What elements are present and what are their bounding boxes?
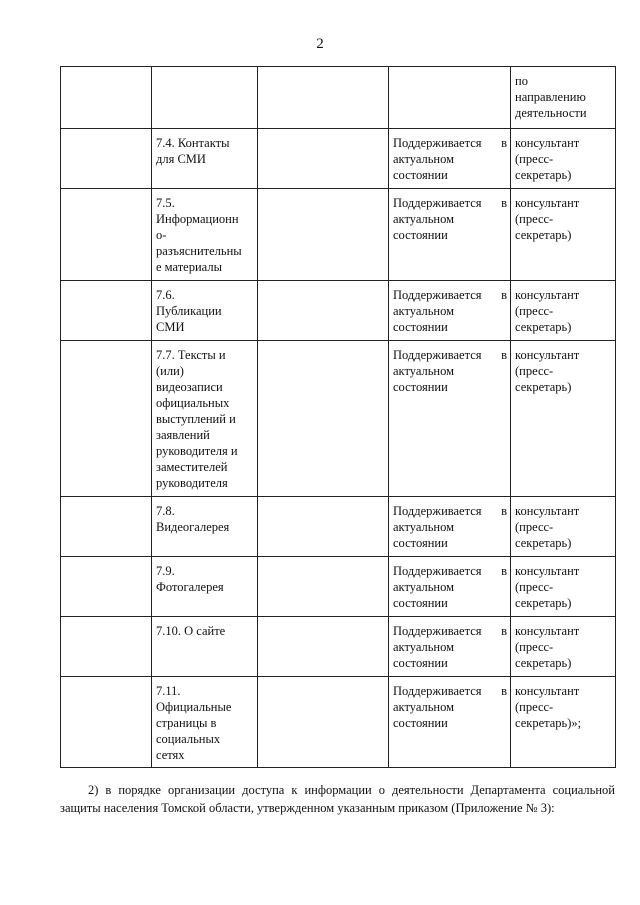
table-row [61,497,616,557]
table-cell-blank [61,617,152,677]
table-cell-blank [258,677,389,768]
table-cell-item: 7.11. Официальные страницы в социальных сетях [152,677,258,768]
table-cell-blank [61,189,152,281]
table-cell-status: Поддерживается в актуальном состоянии [389,129,511,189]
table-cell-responsible: консультант (пресс- секретарь) [511,281,616,341]
table-cell-blank [258,617,389,677]
table-cell-blank [258,557,389,617]
table-cell-item: 7.10. О сайте [152,617,258,677]
table-cell-status: Поддерживается в актуальном состоянии [389,281,511,341]
table-cell-blank [258,497,389,557]
table-cell-item: 7.4. Контакты для СМИ [152,129,258,189]
table-cell-item: 7.9. Фотогалерея [152,557,258,617]
table-row [61,341,616,497]
page-number: 2 [316,36,324,52]
table-row [61,189,616,281]
table-row [61,617,616,677]
table-cell-status: Поддерживается в актуальном состоянии [389,497,511,557]
table-row [61,129,616,189]
table-cell-status: Поддерживается в актуальном состоянии [389,557,511,617]
table-cell-responsible: консультант (пресс- секретарь) [511,129,616,189]
table-cell-item [152,67,258,129]
table-cell-blank [61,129,152,189]
table-row [61,677,616,768]
table-cell-blank [258,281,389,341]
paragraph-text: 2) в порядке организации доступа к информации о деятельности Департамента социальной защиты населения Томской области, утвержденном указанным приказом (Приложение № 3): [60,783,615,815]
table-cell-blank [61,67,152,129]
table-cell-item: 7.7. Тексты и (или) видеозаписи официальных выступлений и заявлений руководителя и заместителей руководителя [152,341,258,497]
table-cell-blank [61,557,152,617]
table-cell-blank [258,129,389,189]
table-cell-responsible: по направлению деятельности [511,67,616,129]
table-cell-status: Поддерживается в актуальном состоянии [389,617,511,677]
table-cell-blank [61,677,152,768]
table-cell-status: Поддерживается в актуальном состоянии [389,189,511,281]
table-row [61,557,616,617]
table-cell-responsible: консультант (пресс- секретарь) [511,189,616,281]
table-cell-status: Поддерживается в актуальном состоянии [389,341,511,497]
table-cell-responsible: консультант (пресс- секретарь) [511,497,616,557]
table-cell-blank [258,67,389,129]
table-cell-item: 7.6. Публикации СМИ [152,281,258,341]
table-cell-item: 7.5. Информационн о- разъяснительны е материалы [152,189,258,281]
table-cell-responsible: консультант (пресс- секретарь)»; [511,677,616,768]
info-table [60,66,616,768]
table-cell-status [389,67,511,129]
table-cell-blank [258,341,389,497]
table-cell-blank [61,497,152,557]
table-cell-item: 7.8. Видеогалерея [152,497,258,557]
body-paragraph [60,781,615,817]
table-cell-responsible: консультант (пресс- секретарь) [511,341,616,497]
table-cell-responsible: консультант (пресс- секретарь) [511,617,616,677]
table-row [61,281,616,341]
table-row [61,67,616,129]
table-cell-blank [258,189,389,281]
table-cell-blank [61,341,152,497]
table-cell-responsible: консультант (пресс- секретарь) [511,557,616,617]
table-cell-blank [61,281,152,341]
table-cell-status: Поддерживается в актуальном состоянии [389,677,511,768]
